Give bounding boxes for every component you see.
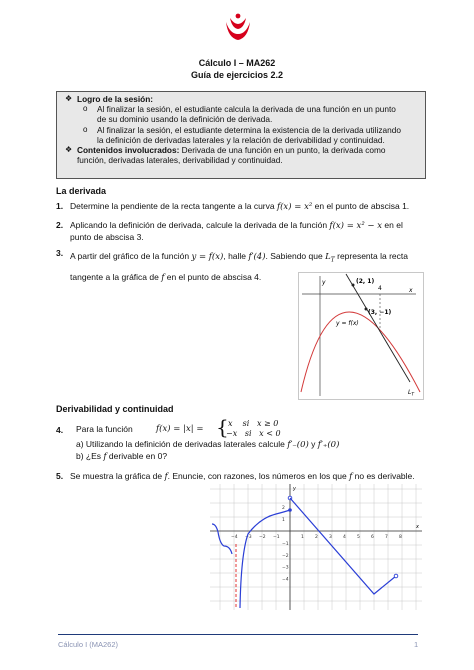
question-4: 4. Para la función f(x) = |x| = { x si x ≥ 0 −x si x < 0 a) Utilizando la definición de derivadas laterales calcule f′₋(0) y f′₊(0) b) ¿Es f derivable en 0? (56, 415, 340, 462)
logro-label: Logro de la sesión: (77, 94, 154, 104)
logro-item: de su dominio usando la definición de derivada. (97, 114, 273, 125)
question-1: 1. Determine la pendiente de la recta tangente a la curva f(x) = x² en el punto de abscisa 1. (56, 201, 410, 212)
logro-item: Al finalizar la sesión, el estudiante calcula la derivada de una función en un punto (97, 104, 396, 115)
circle-bullet-icon: o (83, 104, 88, 114)
x-tick-label: 4 (343, 535, 346, 540)
diamond-bullet-icon: ❖ (65, 145, 73, 155)
y-tick-label: −3 (282, 565, 289, 571)
point-b-label: (3, −1) (368, 309, 392, 316)
tick-4-label: 4 (378, 285, 382, 292)
question-number: 2. (56, 220, 64, 230)
objectives-box (56, 91, 426, 179)
page-number: 1 (414, 640, 419, 649)
left-branch-curve (212, 524, 232, 554)
brace-icon: { (216, 415, 229, 439)
question-number: 3. (56, 248, 64, 258)
line-label: $L_T$ (408, 389, 415, 398)
contenidos-text: función, derivadas laterales, derivabilidad y continuidad. (77, 155, 283, 166)
x-tick-label: −4 (231, 535, 238, 540)
x-tick-label: 6 (371, 535, 374, 540)
grid (210, 484, 422, 610)
x-tick-label: 5 (357, 535, 360, 540)
section-title-derivada: La derivada (56, 186, 107, 196)
contenidos-label: Contenidos involucrados: (77, 145, 180, 156)
contenidos-text: Derivada de una función en un punto, la derivada como (179, 145, 386, 156)
x-tick-label: −1 (273, 535, 280, 540)
x-tick-label: 3 (329, 535, 332, 540)
x-axis-label: x (409, 287, 413, 294)
tangent-line-graph (298, 272, 424, 400)
y-tick-label: 1 (282, 518, 285, 524)
upc-logo (222, 12, 254, 46)
y-axis-label: y (293, 486, 296, 492)
v-shape-line (290, 498, 396, 594)
x-tick-label: −3 (245, 535, 252, 540)
section-title-derivabilidad: Derivabilidad y continuidad (56, 404, 174, 414)
question-3: 3. A partir del gráfico de la función y = f(x), halle f′(4). Sabiendo que $L_T$ representa la recta tangente a la gráfica de f en el punto de abscisa 4. (56, 248, 408, 283)
logro-item: Al finalizar la sesión, el estudiante determina la existencia de la derivada utilizando (97, 124, 401, 135)
contenidos-row (65, 145, 421, 155)
x-tick-label: −2 (259, 535, 266, 540)
circle-bullet-icon: o (83, 124, 88, 134)
question-number: 4. (56, 425, 64, 435)
x-tick-label: 8 (399, 535, 402, 540)
guide-title: Guía de ejercicios 2.2 (190, 70, 284, 80)
point-a-label: (2, 1) (356, 278, 375, 285)
question-number: 5. (56, 471, 64, 481)
y-tick-label: 2 (282, 506, 285, 512)
x-axis-label: x (416, 524, 419, 530)
y-tick-label: −1 (282, 541, 289, 547)
question-5: 5. Se muestra la gráfica de f. Enuncie, con razones, los números en los que f no es derivable. (56, 471, 415, 482)
x-tick-label: 1 (301, 535, 304, 540)
footer-course: Cálculo I (MA262) (58, 640, 119, 649)
logro-row (65, 94, 421, 104)
filled-point (288, 508, 292, 512)
y-axis-label: y (322, 279, 326, 286)
question-number: 1. (56, 201, 64, 211)
y-tick-label: −2 (282, 553, 289, 559)
diamond-bullet-icon: ❖ (65, 94, 73, 103)
curve-label: y = f(x) (336, 320, 359, 327)
logro-item: la definición de derivadas laterales y la relación de derivabilidad y continuidad. (97, 134, 385, 145)
course-title: Cálculo I – MA262 (198, 58, 276, 68)
question-2: 2. Aplicando la definición de derivada, calcule la derivada de la función f(x) = x² − x en el punto de abscisa 3. (56, 220, 403, 242)
derivability-graph (210, 484, 422, 610)
x-tick-label: 2 (315, 535, 318, 540)
x-tick-label: 7 (385, 535, 388, 540)
y-tick-label: −4 (282, 577, 289, 583)
point-a (352, 284, 355, 287)
open-endpoint (394, 574, 398, 578)
footer-divider (58, 634, 418, 635)
